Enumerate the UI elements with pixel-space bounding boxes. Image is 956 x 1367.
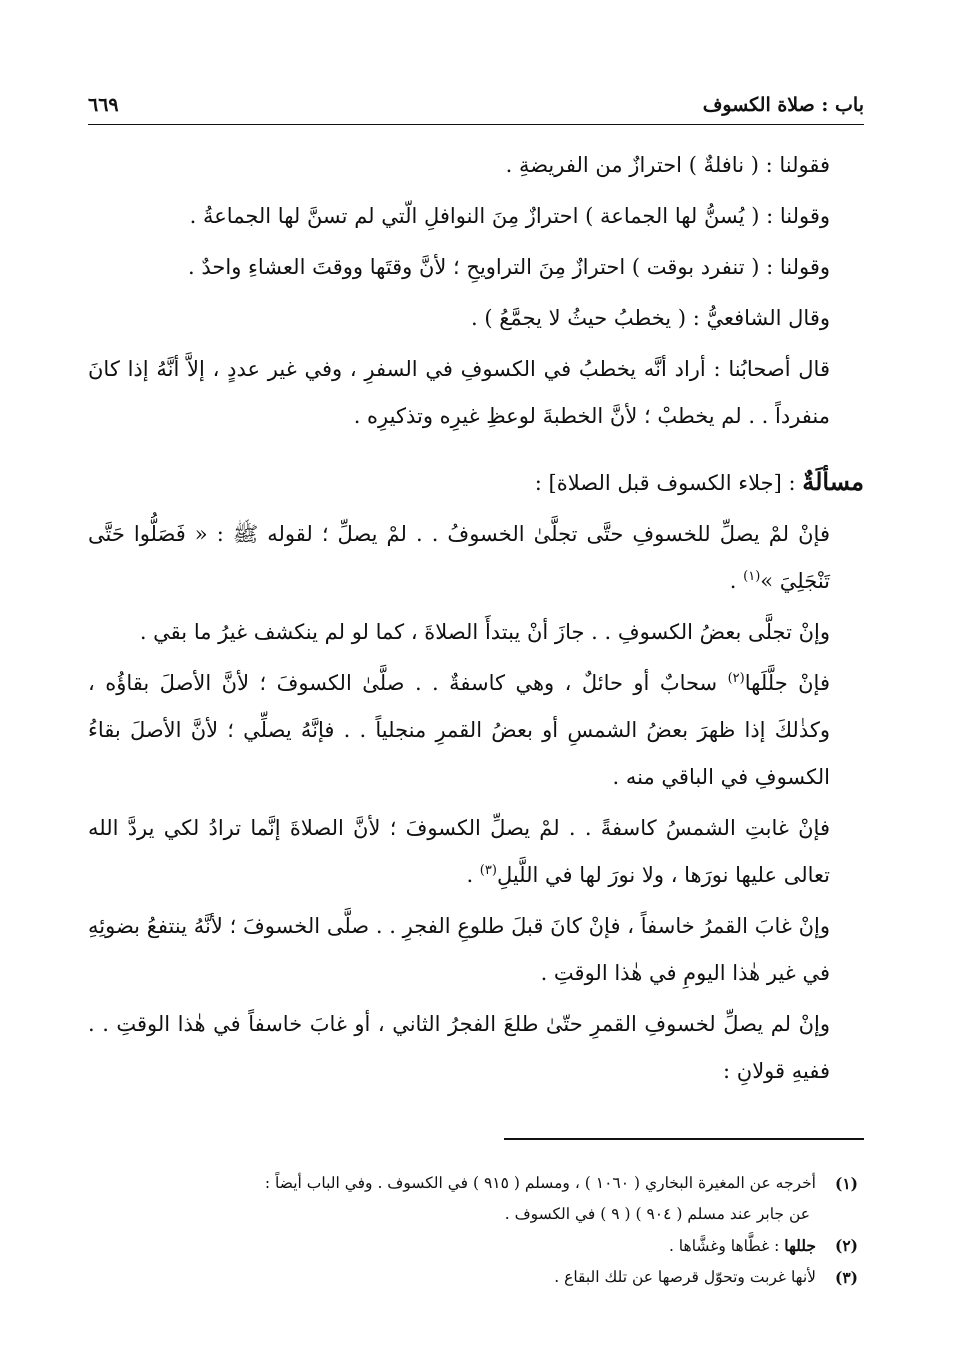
footnote-item <box>88 1262 858 1293</box>
footnote-number: (٢) <box>834 1236 858 1255</box>
paragraph: وقولنا : ( تنفرد بوقت ) احترازٌ مِنَ التراويحِ ؛ لأنَّ وقتَها ووقتَ العشاءِ واحدٌ . <box>188 255 830 279</box>
paragraph: وقال الشافعيُّ : ( يخطبُ حيثُ لا يجمَّعُ ) . <box>471 306 830 330</box>
page-header <box>88 90 864 120</box>
paragraph: وقولنا : ( يُسنُّ لها الجماعة ) احترازٌ مِنَ النوافلِ الّتي لم تسنَّ لها الجماعةُ . <box>189 204 830 228</box>
footnote-term: جللها <box>784 1236 816 1255</box>
footnote-ref[interactable]: (٣) <box>479 863 497 878</box>
page-number: ٦٦٩ <box>88 94 119 116</box>
masala-title: : [جلاء الكسوف قبل الصلاة] : <box>534 471 796 495</box>
footnote-number: (١) <box>834 1174 858 1193</box>
footnote-item <box>88 1230 858 1262</box>
footnote-definition: : غطَّاها وغشَّاها . <box>668 1237 785 1255</box>
paragraph: قال أصحابُنا : أراد أنَّه يخطبُ في الكسوفِ في السفرِ ، وفي غير عددٍ ، إلاَّ أنَّهُ إذا كانَ منفرداً . . لم يخطبْ ؛ لأنَّ الخطبةَ لوعظِ غيرِه وتذكيرِه . <box>88 357 830 428</box>
footnote-number: (٣) <box>834 1268 858 1287</box>
paragraph: وإنْ غابَ القمرُ خاسفاً ، فإنْ كانَ قبلَ طلوعِ الفجرِ . . صلَّى الخسوفَ ؛ لأنَّهُ ينتفعُ بضوئِهِ في غير هٰذا اليومِ في هٰذا الوقتِ . <box>88 914 830 985</box>
paragraph <box>88 511 864 605</box>
paragraph-text: فإنْ لمْ يصلِّ للخسوفِ حتَّى تجلَّىٰ الخسوفُ . . لمْ يصلِّ ؛ لقوله ﷺ : « فَصَلُّوا حَتَّى تَنْجَلِيَ » <box>88 522 830 593</box>
paragraph-text: فإنْ جلَّلَها <box>744 671 830 695</box>
chapter-title: باب : صلاة الكسوف <box>702 94 864 116</box>
footnote-text: أخرجه عن المغيرة البخاري ( ١٠٦٠ ) ، ومسلم ( ٩١٥ ) في الكسوف . وفي الباب أيضاً : <box>264 1174 816 1192</box>
paragraph-text: . <box>466 863 480 887</box>
paragraph-text: سحابٌ أو حائلٌ ، وهي كاسفةٌ . . صلَّىٰ الكسوفَ ؛ لأنَّ الأصلَ بقاؤُه ، وكذٰلكَ إذا ظهرَ بعضُ الشمسِ أو بعضُ القمرِ منجلياً . . فإنَّهُ يصلِّي ؛ لأنَّ الأصلَ بقاءُ الكسوفِ في الباقي منه . <box>88 671 830 789</box>
paragraph <box>88 805 864 899</box>
footnote-rule <box>504 1138 864 1140</box>
masala-label: مسألَةٌ <box>802 467 864 496</box>
paragraph-text: فإنْ غابتِ الشمسُ كاسفةً . . لمْ يصلِّ الكسوفَ ؛ لأنَّ الصلاةَ إنَّما ترادُ لكي يردَّ الله تعالى عليها نورَها ، ولا نورَ لها في اللَّيلِ <box>88 816 830 887</box>
footnote-ref[interactable]: (٢) <box>727 671 745 686</box>
paragraph: فقولنا : ( نافلةٌ ) احترازٌ من الفريضةِ . <box>505 153 830 177</box>
footnote-text <box>88 1230 816 1262</box>
main-text <box>88 142 864 1099</box>
paragraph: وإنْ تجلَّى بعضُ الكسوفِ . . جازَ أنْ يبتدأَ الصلاةَ ، كما لو لم ينكشف غيرُ ما بقي . <box>139 620 830 644</box>
footnotes <box>88 1168 864 1293</box>
footnote-item <box>88 1168 858 1199</box>
footnote-text: لأنها غربت وتحوّل قرصها عن تلك البقاع . <box>554 1268 816 1286</box>
masala-heading <box>88 458 864 507</box>
footnote-continuation: عن جابر عند مسلم ( ٩٠٤ ) ( ٩ ) في الكسوف . <box>504 1205 810 1223</box>
footnote-ref[interactable]: (١) <box>743 569 761 584</box>
paragraph <box>88 660 864 801</box>
paragraph: وإنْ لم يصلِّ لخسوفِ القمرِ حتّىٰ طلعَ الفجرُ الثاني ، أو غابَ خاسفاً في هٰذا الوقتِ . . ففيهِ قولانِ : <box>88 1012 830 1083</box>
paragraph-text: . <box>729 569 744 593</box>
header-rule <box>88 124 864 125</box>
book-page <box>88 0 864 1367</box>
